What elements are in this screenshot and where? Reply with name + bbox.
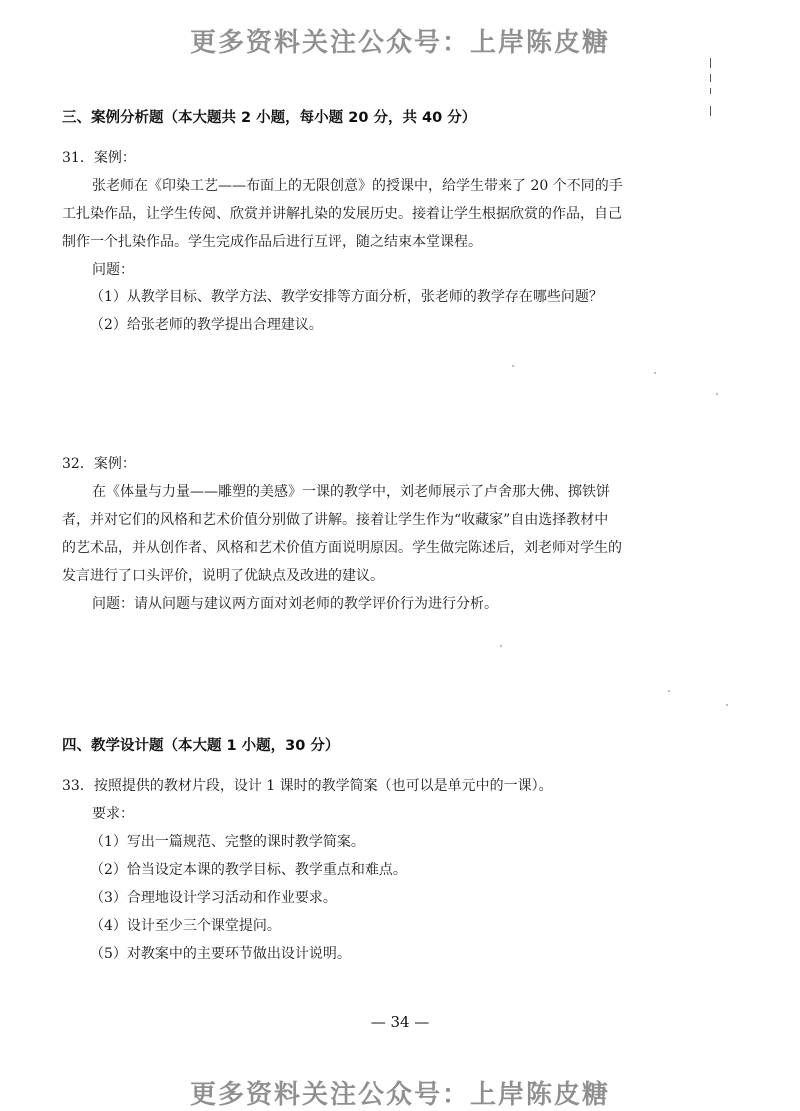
q31-case-line: 工扎染作品，让学生传阅、欣赏并讲解扎染的发展历史。接着让学生根据欣赏的作品，自己 — [62, 206, 622, 222]
margin-marks — [710, 58, 714, 118]
q31-question-item: （2）给张老师的教学提出合理建议。 — [90, 317, 323, 333]
q33-requirement-item: （1）写出一篇规范、完整的课时教学简案。 — [90, 834, 365, 850]
q31-question-item: （1）从教学目标、教学方法、教学安排等方面分析，张老师的教学存在哪些问题？ — [90, 289, 603, 305]
q32-case-line: 者，并对它们的风格和艺术价值分别做了讲解。接着让学生作为“收藏家”自由选择教材中 — [62, 512, 609, 528]
q32-label: 32．案例： — [62, 456, 136, 472]
q31-question-label: 问题： — [92, 262, 134, 278]
q33-requirement-item: （3）合理地设计学习活动和作业要求。 — [90, 890, 337, 906]
q32-case-line: 发言进行了口头评价，说明了优缺点及改进的建议。 — [62, 568, 384, 584]
q33-requirements-label: 要求： — [92, 806, 134, 822]
q33-requirement-item: （2）恰当设定本课的教学目标、教学重点和难点。 — [90, 862, 407, 878]
q32-case-line: 在《体量与力量——雕塑的美感》一课的教学中，刘老师展示了卢舍那大佛、掷铁饼 — [92, 484, 610, 500]
q33-prompt: 33．按照提供的教材片段，设计 1 课时的教学简案（也可以是单元中的一课）。 — [62, 778, 553, 794]
section-3-title: 三、案例分析题（本大题共 2 小题，每小题 20 分，共 40 分） — [62, 110, 477, 126]
page-number: — 34 — — [370, 1013, 430, 1031]
q33-requirement-item: （4）设计至少三个课堂提问。 — [90, 918, 281, 934]
q31-case-line: 张老师在《印染工艺——布面上的无限创意》的授课中，给学生带来了 20 个不同的手 — [92, 178, 623, 194]
watermark-bottom: 更多资料关注公众号：上岸陈皮糖 — [189, 1080, 610, 1110]
watermark-top: 更多资料关注公众号：上岸陈皮糖 — [189, 28, 610, 58]
section-4-title: 四、教学设计题（本大题 1 小题，30 分） — [62, 738, 340, 754]
q32-case-line: 的艺术品，并从创作者、风格和艺术价值方面说明原因。学生做完陈述后，刘老师对学生的 — [62, 540, 622, 556]
q32-question: 问题：请从问题与建议两方面对刘老师的教学评价行为进行分析。 — [92, 596, 498, 612]
q31-case-line: 制作一个扎染作品。学生完成作品后进行互评，随之结束本堂课程。 — [62, 234, 482, 250]
q33-requirement-item: （5）对教案中的主要环节做出设计说明。 — [90, 946, 351, 962]
q31-label: 31．案例： — [62, 150, 136, 166]
